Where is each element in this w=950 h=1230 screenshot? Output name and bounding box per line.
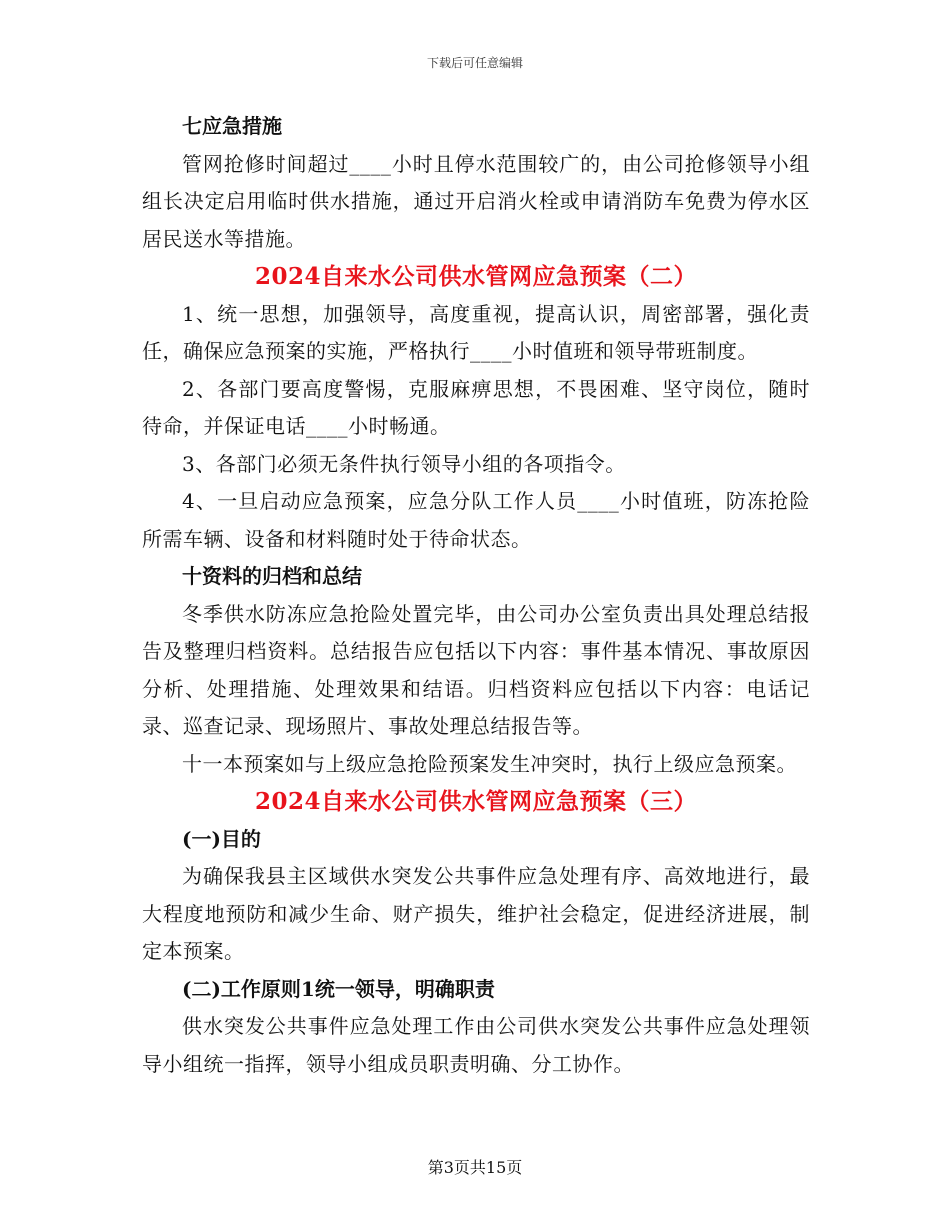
paragraph: 管网抢修时间超过____小时且停水范围较广的，由公司抢修领导小组组长决定启用临时供水措施，通过开启消火栓或申请消防车免费为停水区居民送水等措施。 bbox=[142, 151, 810, 251]
paragraph: 冬季供水防冻应急抢险处置完毕，由公司办公室负责出具处理总结报告及整理归档资料。总结报告应包括以下内容：事件基本情况、事故原因分析、处理措施、处理效果和结语。归档资料应包括以下内容：电话记录、巡查记录、现场照片、事故处理总结报告等。 bbox=[142, 601, 810, 738]
plan-title-2: 2024自来水公司供水管网应急预案（二） bbox=[254, 263, 697, 290]
paragraph: 供水突发公共事件应急处理工作由公司供水突发公共事件应急处理领导小组统一指挥，领导小组成员职责明确、分工协作。 bbox=[142, 1014, 810, 1076]
header-note: 下载后可任意编辑 bbox=[426, 56, 523, 70]
section-heading-principles: (二)工作原则1统一领导，明确职责 bbox=[182, 976, 495, 1001]
page-number: 第3页共15页 bbox=[427, 1158, 523, 1177]
section-heading-purpose: (一)目的 bbox=[182, 826, 261, 851]
list-item: 3、各部门必须无条件执行领导小组的各项指令。 bbox=[182, 451, 626, 476]
paragraph: 为确保我县主区域供水突发公共事件应急处理有序、高效地进行，最大程度地预防和减少生命、财产损失，维护社会稳定，促进经济进展，制定本预案。 bbox=[142, 864, 810, 963]
plan-title-3: 2024自来水公司供水管网应急预案（三） bbox=[254, 788, 697, 815]
paragraph: 十一本预案如与上级应急抢险预案发生冲突时，执行上级应急预案。 bbox=[182, 751, 797, 776]
section-heading-7: 七应急措施 bbox=[182, 114, 282, 138]
list-item: 1、统一思想，加强领导，高度重视，提高认识，周密部署，强化责任，确保应急预案的实施，严格执行____小时值班和领导带班制度。 bbox=[142, 301, 810, 363]
section-heading-10: 十资料的归档和总结 bbox=[182, 564, 362, 588]
document-body bbox=[142, 108, 810, 1083]
list-item: 4、一旦启动应急预案，应急分队工作人员____小时值班，防冻抢险所需车辆、设备和材料随时处于待命状态。 bbox=[142, 489, 810, 551]
list-item: 2、各部门要高度警惕，克服麻痹思想，不畏困难、坚守岗位，随时待命，并保证电话____小时畅通。 bbox=[142, 376, 810, 438]
